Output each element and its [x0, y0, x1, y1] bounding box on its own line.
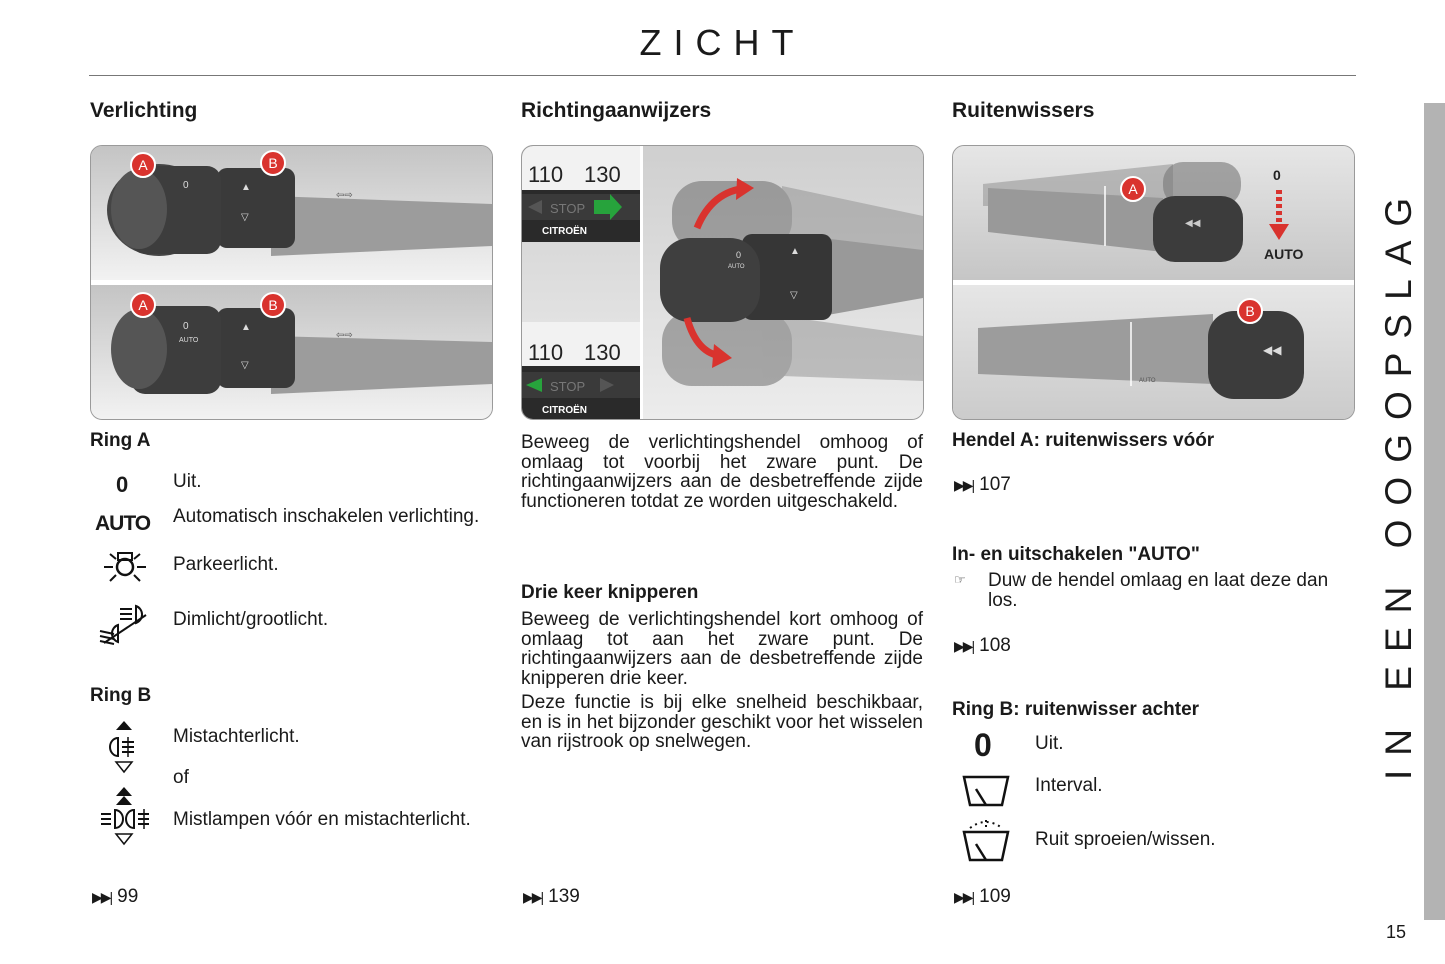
- wash-wipe-icon: [960, 816, 1012, 866]
- page-ref-arrow-icon: ▶▶|: [954, 889, 974, 905]
- side-tab: [1424, 103, 1445, 920]
- dashboard-upper: [522, 146, 640, 242]
- svg-text:CITROËN: CITROËN: [542, 226, 587, 237]
- auto-heading: In- en uitschakelen "AUTO": [952, 544, 1200, 565]
- ring-a-item-parking: Parkeerlicht.: [173, 554, 279, 575]
- rear-wiper-item-interval: Interval.: [1035, 775, 1103, 796]
- wiper-interval-icon: [962, 771, 1010, 811]
- auto-icon: AUTO: [95, 512, 151, 535]
- ring-label-0: 0: [183, 321, 189, 332]
- off-0-icon: 0: [116, 472, 129, 497]
- page-number: 15: [1386, 922, 1407, 942]
- svg-text:B: B: [1245, 303, 1255, 319]
- svg-text:B: B: [268, 155, 278, 171]
- dipped-main-beam-icon: [98, 603, 150, 645]
- page-ref-99[interactable]: ▶▶| 99: [92, 886, 139, 907]
- wiper-stalk-upper: [983, 162, 1304, 262]
- svg-text:130: 130: [584, 162, 621, 187]
- three-flash-note: Deze functie is bij elke snelheid beschikbaar, en is in het bijzonder geschikt voor het wisselen van rijstrook op snelwegen.: [521, 692, 923, 752]
- rear-fog-icon: [108, 720, 140, 774]
- ring-label-auto: AUTO: [179, 337, 199, 344]
- page-ref-109[interactable]: ▶▶| 109: [954, 886, 1011, 907]
- parking-light-icon: [104, 547, 146, 585]
- ring-a-item-beam: Dimlicht/grootlicht.: [173, 609, 329, 630]
- ring-b-rear-heading: Ring B: ruitenwisser achter: [952, 699, 1200, 720]
- wiper-off-0-icon: 0: [974, 727, 992, 763]
- wiper-stalk-illustration: [952, 145, 1355, 420]
- page-title: ZICHT: [639, 22, 806, 63]
- lighting-stalk-illustration: [90, 145, 493, 420]
- svg-text:▲: ▲: [241, 322, 251, 333]
- wiper-auto-label: AUTO: [1264, 246, 1304, 262]
- lighting-stalk-lower: [111, 306, 492, 394]
- svg-text:CITROËN: CITROËN: [542, 405, 587, 416]
- svg-text:▽: ▽: [790, 290, 798, 301]
- svg-text:◀◀: ◀◀: [1185, 218, 1201, 229]
- svg-text:▲: ▲: [241, 182, 251, 193]
- wiper-off-label: 0: [1273, 167, 1281, 183]
- svg-text:⇦⇨: ⇦⇨: [336, 330, 353, 341]
- svg-text:110: 110: [528, 162, 564, 187]
- section-heading-verlichting: Verlichting: [90, 99, 198, 122]
- svg-text:A: A: [138, 297, 148, 313]
- svg-text:130: 130: [584, 340, 621, 365]
- svg-text:▽: ▽: [241, 360, 249, 371]
- ring-b-item-rear-fog: Mistachterlicht.: [173, 726, 300, 747]
- rear-wiper-item-wash: Ruit sproeien/wissen.: [1035, 829, 1216, 850]
- svg-text:A: A: [138, 157, 148, 173]
- svg-text:AUTO: AUTO: [1139, 378, 1156, 384]
- dashboard-lower: [522, 322, 640, 419]
- ring-b-item-or: of: [173, 767, 189, 788]
- title-divider: [89, 75, 1356, 76]
- page-ref-139[interactable]: ▶▶| 139: [523, 886, 580, 907]
- svg-text:B: B: [268, 297, 278, 313]
- svg-text:0: 0: [736, 250, 742, 260]
- svg-text:110: 110: [528, 340, 564, 365]
- section-heading-ruitenwissers: Ruitenwissers: [952, 99, 1095, 122]
- svg-text:◀◀: ◀◀: [1263, 343, 1282, 357]
- rear-wiper-item-off: Uit.: [1035, 733, 1064, 754]
- ring-a-item-off: Uit.: [173, 471, 202, 492]
- svg-text:STOP: STOP: [550, 201, 586, 216]
- ring-a-heading: Ring A: [90, 430, 151, 451]
- wiper-stalk-lower: [978, 299, 1304, 399]
- page-ref-107[interactable]: ▶▶| 107: [954, 474, 1011, 495]
- auto-instruction: Duw de hendel omlaag en laat deze dan los.: [988, 570, 1329, 611]
- ring-b-heading: Ring B: [90, 685, 152, 706]
- page-ref-arrow-icon: ▶▶|: [92, 889, 112, 905]
- indicator-description: Beweeg de verlichtingshendel omhoog of omlaag tot voorbij het zware punt. De richtingaanwijzers aan de desbetreffende zijde functioneren totdat ze worden uitgeschakeld.: [521, 432, 923, 512]
- indicator-stalk-illustration: [521, 145, 924, 420]
- page-ref-108[interactable]: ▶▶| 108: [954, 635, 1011, 656]
- three-flash-description: Beweeg de verlichtingshendel kort omhoog of omlaag tot aan het zware punt. De richtingaanwijzers aan de desbetreffende zijde knipperen drie keer.: [521, 609, 923, 689]
- svg-text:AUTO: AUTO: [728, 264, 745, 270]
- lighting-stalk-upper: [107, 164, 492, 256]
- hand-pointer-icon: ☞: [954, 572, 966, 587]
- hendel-a-heading: Hendel A: ruitenwissers vóór: [952, 430, 1215, 451]
- svg-text:STOP: STOP: [550, 379, 586, 394]
- page-ref-arrow-icon: ▶▶|: [954, 638, 974, 654]
- front-rear-fog-icon: [98, 786, 152, 852]
- ring-a-item-auto: Automatisch inschakelen verlichting.: [173, 506, 480, 527]
- svg-text:0: 0: [183, 180, 189, 191]
- svg-text:⇦⇨: ⇦⇨: [336, 190, 353, 201]
- svg-text:▽: ▽: [241, 212, 249, 223]
- ring-b-item-front-rear-fog: Mistlampen vóór en mistachterlicht.: [173, 809, 471, 830]
- section-heading-richtingaanwijzers: Richtingaanwijzers: [521, 99, 712, 122]
- three-flash-heading: Drie keer knipperen: [521, 582, 699, 603]
- svg-text:A: A: [1128, 181, 1138, 197]
- page-ref-arrow-icon: ▶▶|: [954, 477, 974, 493]
- svg-text:▲: ▲: [790, 246, 800, 257]
- page-ref-arrow-icon: ▶▶|: [523, 889, 543, 905]
